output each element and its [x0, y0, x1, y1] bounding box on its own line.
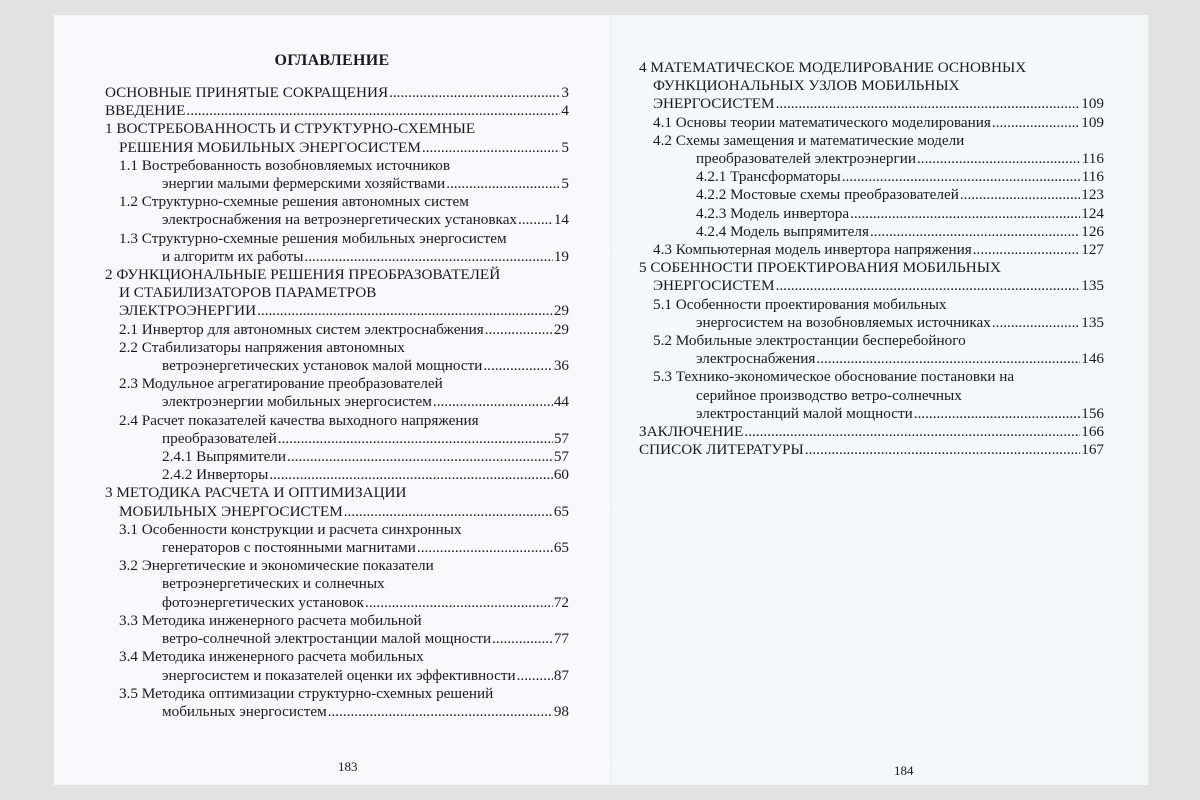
toc-entry-text: МОБИЛЬНЫХ ЭНЕРГОСИСТЕМ: [119, 502, 343, 520]
toc-entry: [105, 120, 569, 156]
toc-entry-text: ветро-солнечной электростанции малой мощности: [162, 630, 492, 648]
toc-entry-text: 2.2 Стабилизаторы напряжения автономных: [119, 338, 405, 356]
toc-entry: [639, 423, 1104, 441]
toc-entry-text: 2.4.1 Выпрямители: [162, 448, 287, 466]
dot-leader: [914, 405, 1080, 423]
toc-entry-line: [105, 667, 569, 685]
toc-entry-line: [639, 114, 1104, 132]
toc-entry-text: энергии малыми фермерскими хозяйствами: [162, 175, 446, 193]
toc-entry: [105, 612, 569, 648]
toc-entry-text: 4.2.2 Мостовые схемы преобразователей: [696, 186, 959, 204]
dot-leader: [842, 168, 1081, 186]
page-number-right: 184: [894, 763, 914, 778]
toc-entry-text: 5.2 Мобильные электростанции бесперебойного: [653, 332, 966, 350]
toc-entry-line: [105, 248, 569, 266]
toc-entry-text: СПИСОК ЛИТЕРАТУРЫ: [639, 441, 804, 459]
dot-leader: [992, 114, 1080, 132]
toc-entry: [639, 205, 1104, 223]
toc-entry-text: 1.2 Структурно-схемные решения автономных систем: [119, 193, 469, 211]
toc-entry: [105, 102, 569, 120]
toc-entry-text: серийное производство ветро-солнечных: [696, 386, 962, 404]
toc-entry-text: мобильных энергосистем: [162, 702, 327, 720]
dot-leader: [365, 594, 553, 612]
dot-leader: [344, 503, 553, 521]
toc-entry-text: 1.3 Структурно-схемные решения мобильных энергосистем: [119, 229, 507, 247]
toc-entry-line: [639, 223, 1104, 241]
toc-entry-line: [639, 205, 1104, 223]
toc-entry: [639, 223, 1104, 241]
toc-entry-text: 5 СОБЕННОСТИ ПРОЕКТИРОВАНИЯ МОБИЛЬНЫХ: [639, 259, 1001, 277]
toc-entry-line: [105, 630, 569, 648]
toc-entry-text: 3.2 Энергетические и экономические показатели: [119, 557, 434, 575]
toc-entry: [105, 448, 569, 466]
dot-leader: [422, 139, 561, 157]
toc-entry: [639, 296, 1104, 332]
dot-leader: [328, 703, 553, 721]
dot-leader: [870, 223, 1080, 241]
toc-page-number: 126: [1081, 222, 1104, 240]
toc-entry-text: ЭНЕРГОСИСТЕМ: [653, 277, 775, 295]
toc-entry-text: энергосистем и показателей оценки их эффективности: [162, 666, 516, 684]
toc-entry-text: 1 ВОСТРЕБОВАННОСТЬ И СТРУКТУРНО-СХЕМНЫЕ: [105, 120, 476, 138]
toc-entry-text: ЭНЕРГОСИСТЕМ: [653, 95, 775, 113]
dot-leader: [278, 430, 553, 448]
toc-entry-line: [639, 241, 1104, 259]
dot-leader: [776, 277, 1081, 295]
toc-entry-line: [105, 139, 569, 157]
toc-entry-text: 4.3 Компьютерная модель инвертора напряжения: [653, 241, 972, 259]
toc-entry-text: ветроэнергетических установок малой мощности: [162, 357, 483, 375]
toc-right-list: [639, 59, 1104, 459]
toc-entry-text: 5.1 Особенности проектирования мобильных: [653, 295, 947, 313]
toc-entry-line: [639, 186, 1104, 204]
toc-entry-line: [105, 594, 569, 612]
toc-entry-line: [639, 277, 1104, 295]
toc-entry-text: 3 МЕТОДИКА РАСЧЕТА И ОПТИМИЗАЦИИ: [105, 484, 407, 502]
toc-entry-line: [105, 102, 569, 120]
toc-page-number: 5: [561, 138, 569, 156]
toc-page-number: 60: [553, 466, 569, 484]
toc-entry: [105, 193, 569, 229]
toc-entry-line: [639, 405, 1104, 423]
toc-entry: [105, 84, 569, 102]
dot-leader: [433, 393, 553, 411]
toc-entry-text: 2 ФУНКЦИОНАЛЬНЫЕ РЕШЕНИЯ ПРЕОБРАЗОВАТЕЛЕЙ: [105, 266, 501, 284]
toc-page-number: 3: [561, 84, 569, 101]
toc-entry-text: ЭЛЕКТРОЭНЕРГИИ: [119, 302, 257, 320]
dot-leader: [287, 448, 553, 466]
toc-page-number: 156: [1081, 404, 1104, 422]
toc-page-number: 116: [1081, 150, 1104, 168]
toc-entry-line: [105, 503, 569, 521]
toc-page-number: 123: [1081, 186, 1104, 204]
toc-entry-text: РЕШЕНИЯ МОБИЛЬНЫХ ЭНЕРГОСИСТЕМ: [119, 138, 421, 156]
toc-entry: [105, 157, 569, 193]
book-spread: [54, 15, 1148, 785]
toc-page-number: 166: [1081, 423, 1104, 441]
toc-page-number: 65: [553, 539, 569, 557]
toc-entry: [105, 484, 569, 520]
toc-entry: [105, 339, 569, 375]
toc-entry-line: [639, 441, 1104, 459]
toc-entry-line: [105, 539, 569, 557]
toc-entry: [639, 186, 1104, 204]
toc-entry-text: 4.2.4 Модель выпрямителя: [696, 222, 869, 240]
toc-entry-text: 3.1 Особенности конструкции и расчета синхронных: [119, 520, 462, 538]
toc-page-number: 4: [561, 102, 569, 120]
toc-entry-text: 4.2.3 Модель инвертора: [696, 204, 850, 222]
toc-entry-text: 4.1 Основы теории математического моделирования: [653, 113, 991, 131]
toc-title: ОГЛАВЛЕНИЕ: [274, 52, 390, 69]
page-fold: [610, 15, 612, 785]
toc-entry-text: 4.2.1 Трансформаторы: [696, 168, 841, 186]
toc-entry: [105, 521, 569, 557]
dot-leader: [805, 441, 1080, 459]
toc-entry: [639, 368, 1104, 423]
toc-entry-text: 3.4 Методика инженерного расчета мобильных: [119, 648, 424, 666]
toc-entry-text: ветроэнергетических и солнечных: [162, 575, 385, 593]
dot-leader: [417, 539, 553, 557]
dot-leader: [485, 321, 553, 339]
toc-entry: [639, 241, 1104, 259]
toc-entry-line: [105, 211, 569, 229]
toc-entry-line: [639, 423, 1104, 441]
toc-entry-line: [105, 393, 569, 411]
dot-leader: [917, 150, 1081, 168]
toc-entry-text: 5.3 Технико-экономическое обоснование постановки на: [653, 368, 1015, 386]
toc-entry: [105, 466, 569, 484]
dot-leader: [973, 241, 1081, 259]
dot-leader: [269, 466, 553, 484]
toc-entry-text: электростанций малой мощности: [696, 404, 913, 422]
dot-leader: [446, 175, 560, 193]
toc-entry-line: [105, 466, 569, 484]
toc-page-number: 65: [553, 502, 569, 520]
toc-page-number: 135: [1081, 313, 1104, 331]
dot-leader: [776, 95, 1081, 113]
dot-leader: [850, 205, 1080, 223]
toc-page-number: 44: [553, 393, 569, 411]
toc-entry-text: преобразователей электроэнергии: [696, 150, 916, 168]
toc-page-number: 87: [553, 666, 569, 684]
toc-entry-text: 1.1 Востребованность возобновляемых источников: [119, 156, 451, 174]
dot-leader: [992, 314, 1080, 332]
toc-entry-text: электроснабжения на ветроэнергетических установках: [162, 211, 518, 229]
toc-entry-text: 2.1 Инвертор для автономных систем электроснабжения: [119, 320, 484, 338]
toc-entry: [105, 321, 569, 339]
toc-page-number: 14: [553, 211, 569, 229]
toc-entry-text: 4.2 Схемы замещения и математические модели: [653, 131, 965, 149]
toc-entry: [639, 132, 1104, 168]
toc-entry: [105, 375, 569, 411]
toc-entry-text: 3.3 Методика инженерного расчета мобильной: [119, 611, 422, 629]
toc-page-number: 57: [553, 448, 569, 466]
toc-entry-text: 2.4 Расчет показателей качества выходного напряжения: [119, 411, 479, 429]
dot-leader: [518, 211, 553, 229]
toc-entry-text: энергосистем на возобновляемых источниках: [696, 313, 991, 331]
toc-entry-text: и алгоритм их работы: [162, 247, 304, 265]
toc-entry-text: ФУНКЦИОНАЛЬНЫХ УЗЛОВ МОБИЛЬНЫХ: [653, 77, 960, 95]
toc-entry-line: [105, 448, 569, 466]
toc-entry-text: ВВЕДЕНИЕ: [105, 102, 186, 120]
toc-entry: [105, 557, 569, 612]
dot-leader: [744, 423, 1080, 441]
toc-page-number: 72: [553, 593, 569, 611]
toc-page-number: 5: [561, 175, 569, 193]
toc-page-number: 109: [1081, 113, 1104, 131]
toc-entry-text: ОСНОВНЫЕ ПРИНЯТЫЕ СОКРАЩЕНИЯ: [105, 84, 389, 101]
toc-entry-line: [639, 95, 1104, 113]
toc-entry-text: фотоэнергетических установок: [162, 593, 365, 611]
toc-page-number: 124: [1081, 204, 1104, 222]
toc-entry-text: преобразователей: [162, 429, 277, 447]
toc-entry-line: [105, 84, 569, 102]
toc-page-number: 77: [553, 630, 569, 648]
toc-entry-line: [105, 703, 569, 721]
toc-left-list: [105, 84, 569, 721]
dot-leader: [389, 84, 560, 102]
toc-entry-line: [639, 314, 1104, 332]
dot-leader: [186, 102, 560, 120]
toc-entry: [639, 114, 1104, 132]
toc-page-number: 116: [1081, 168, 1104, 186]
toc-entry: [639, 168, 1104, 186]
toc-entry: [639, 441, 1104, 459]
toc-entry: [105, 648, 569, 684]
dot-leader: [492, 630, 553, 648]
toc-entry-line: [639, 350, 1104, 368]
toc-entry-text: 2.4.2 Инверторы: [162, 466, 269, 484]
toc-page-number: 36: [553, 357, 569, 375]
toc-page-number: 19: [553, 247, 569, 265]
toc-entry: [639, 259, 1104, 295]
toc-page-number: 127: [1081, 241, 1104, 259]
toc-entry: [105, 230, 569, 266]
toc-page-number: 109: [1081, 95, 1104, 113]
toc-entry: [105, 412, 569, 448]
toc-entry-line: [639, 150, 1104, 168]
toc-entry: [105, 266, 569, 321]
dot-leader: [257, 302, 553, 320]
dot-leader: [816, 350, 1080, 368]
page-number-left: 183: [338, 759, 358, 774]
toc-page-number: 29: [553, 320, 569, 338]
toc-entry-text: И СТАБИЛИЗАТОРОВ ПАРАМЕТРОВ: [119, 284, 377, 302]
toc-entry-text: электроснабжения: [696, 350, 816, 368]
toc-entry-text: электроэнергии мобильных энергосистем: [162, 393, 432, 411]
dot-leader: [483, 357, 552, 375]
toc-entry-line: [105, 302, 569, 320]
toc-entry-line: [105, 175, 569, 193]
toc-entry: [639, 332, 1104, 368]
toc-entry-line: [105, 357, 569, 375]
toc-page-number: 167: [1081, 441, 1104, 459]
toc-entry-text: 2.3 Модульное агрегатирование преобразователей: [119, 375, 443, 393]
toc-page-number: 57: [553, 429, 569, 447]
toc-entry-line: [105, 430, 569, 448]
toc-entry-text: 4 МАТЕМАТИЧЕСКОЕ МОДЕЛИРОВАНИЕ ОСНОВНЫХ: [639, 59, 1027, 76]
toc-page-number: 29: [553, 302, 569, 320]
toc-entry-line: [639, 168, 1104, 186]
toc-entry-line: [105, 321, 569, 339]
toc-entry: [639, 59, 1104, 114]
dot-leader: [960, 186, 1080, 204]
dot-leader: [304, 248, 552, 266]
dot-leader: [517, 667, 553, 685]
toc-page-number: 146: [1081, 350, 1104, 368]
toc-page-number: 135: [1081, 277, 1104, 295]
toc-entry-text: генераторов с постоянными магнитами: [162, 539, 416, 557]
toc-page-number: 98: [553, 702, 569, 720]
toc-entry-text: 3.5 Методика оптимизации структурно-схемных решений: [119, 684, 494, 702]
toc-entry-text: ЗАКЛЮЧЕНИЕ: [639, 423, 744, 441]
toc-entry: [105, 685, 569, 721]
